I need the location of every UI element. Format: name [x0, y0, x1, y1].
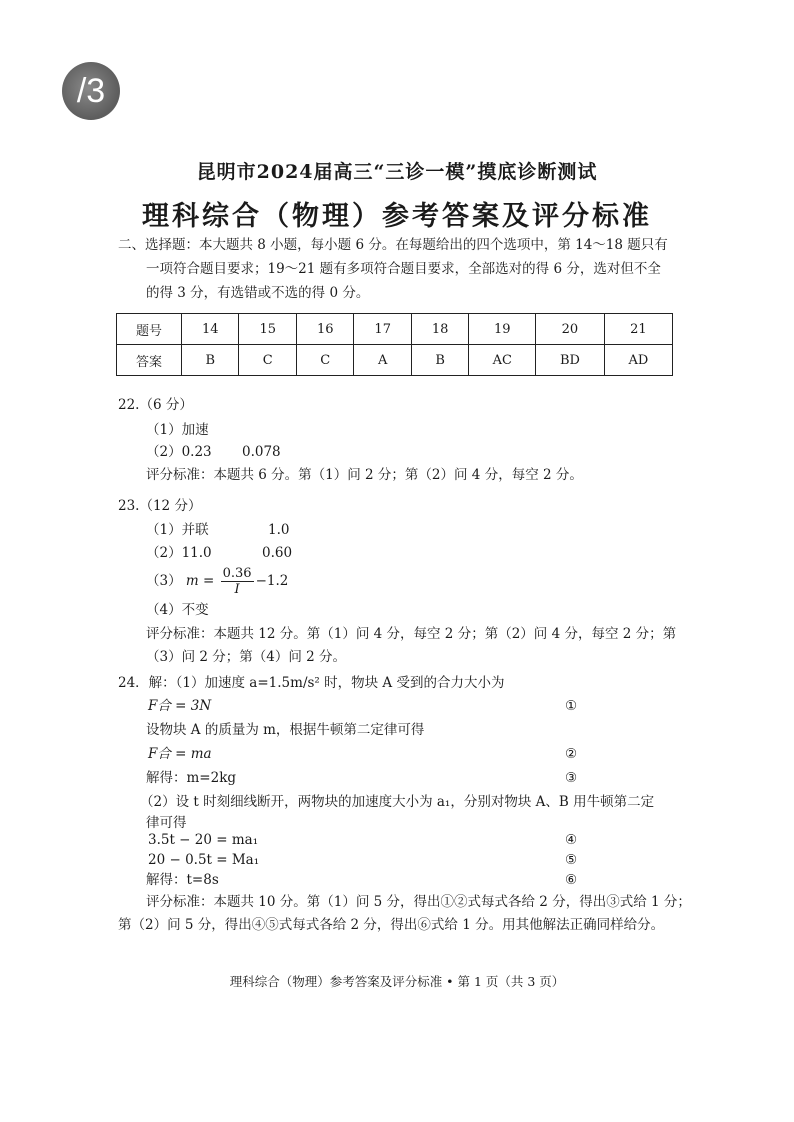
row-label: 题号 — [117, 314, 182, 345]
question-number-cell: 15 — [239, 314, 296, 345]
question-number-cell: 16 — [296, 314, 353, 345]
fraction-denominator: I — [234, 582, 240, 597]
answer-cell: B — [411, 345, 468, 376]
q23-part2-value: 0.60 — [262, 545, 293, 561]
answer-cell: C — [296, 345, 353, 376]
q23-part3-label: （3） — [146, 573, 182, 589]
q23-part4: （4）不变 — [146, 602, 209, 618]
answer-cell: B — [182, 345, 239, 376]
q24-eq5: 20 − 0.5t = Ma₁ — [148, 852, 260, 868]
answer-cell: C — [239, 345, 296, 376]
q24-eq3: 解得：m=2kg — [146, 770, 237, 786]
answer-table — [116, 313, 673, 376]
table-row-answers — [117, 345, 673, 376]
eq-marker: ⑤ — [565, 852, 578, 868]
q23-scoring-line2: （3）问 2 分；第（4）问 2 分。 — [146, 649, 347, 665]
fraction — [221, 566, 254, 597]
question-number-cell: 14 — [182, 314, 239, 345]
eq-marker: ① — [565, 698, 578, 714]
page-logo: /3 — [62, 62, 120, 120]
eq-marker: ⑥ — [565, 872, 578, 888]
q24-eq6: 解得：t=8s — [146, 872, 219, 888]
question-number-cell: 17 — [354, 314, 411, 345]
formula-variable: m — [185, 573, 199, 589]
q24-line5: 律可得 — [146, 815, 187, 831]
q23-heading: 23.（12 分） — [118, 498, 202, 514]
q22-scoring: 评分标准：本题共 6 分。第（1）问 2 分；第（2）问 4 分，每空 2 分。 — [146, 467, 583, 483]
q22-part2-value2: 0.078 — [242, 444, 281, 460]
fraction-numerator: 0.36 — [222, 566, 252, 581]
q24-line2: 设物块 A 的质量为 m，根据牛顿第二定律可得 — [146, 722, 425, 738]
page-footer: 理科综合（物理）参考答案及评分标准 • 第 1 页（共 3 页） — [229, 974, 565, 989]
eq-marker: ④ — [565, 832, 578, 848]
eq-marker: ② — [565, 746, 578, 762]
q24-eq1: F合 = 3N — [148, 698, 212, 714]
q24-line4: （2）设 t 时刻细线断开，两物块的加速度大小为 a₁，分别对物块 A、B 用牛顿第二定 — [140, 794, 655, 810]
section-instructions-line1: 二、选择题：本大题共 8 小题，每小题 6 分。在每题给出的四个选项中，第 14～18 题只有 — [118, 237, 668, 253]
answer-cell: AD — [604, 345, 672, 376]
q24-eq4: 3.5t − 20 = ma₁ — [148, 832, 259, 848]
q22-part1: （1）加速 — [146, 422, 209, 438]
q24-heading: 24．解：（1）加速度 a=1.5m/s² 时，物块 A 受到的合力大小为 — [118, 675, 505, 691]
document-title: 理科综合（物理）参考答案及评分标准 — [142, 201, 652, 232]
section-instructions-line2: 一项符合题目要求；19～21 题有多项符合题目要求，全部选对的得 6 分，选对但不全 — [146, 261, 661, 277]
formula-tail: −1.2 — [255, 573, 289, 589]
section-instructions-line3: 的得 3 分，有选错或不选的得 0 分。 — [146, 285, 370, 301]
q24-scoring-line2: 第（2）问 5 分，得出④⑤式每式各给 2 分，得出⑥式给 1 分。用其他解法正确同样给分。 — [118, 917, 665, 933]
q24-scoring-line1: 评分标准：本题共 10 分。第（1）问 5 分，得出①②式每式各给 2 分，得出③式给 1 分； — [146, 894, 691, 910]
q22-heading: 22.（6 分） — [118, 397, 193, 413]
exam-title: 昆明市2024届高三“三诊一模”摸底诊断测试 — [196, 161, 598, 183]
q23-part2: （2）11.0 — [146, 545, 212, 561]
question-number-cell: 18 — [411, 314, 468, 345]
q24-eq2: F合 = ma — [148, 746, 212, 762]
answer-cell: AC — [469, 345, 536, 376]
q23-part1: （1）并联 — [146, 522, 209, 538]
question-number-cell: 21 — [604, 314, 672, 345]
q23-part3: （3） m = $\frac{0.36}{I}$ −1.2 — [146, 566, 289, 597]
table-row-questions — [117, 314, 673, 345]
q22-part2: （2）0.23 — [146, 444, 212, 460]
question-number-cell: 20 — [536, 314, 605, 345]
answer-cell: BD — [536, 345, 605, 376]
question-number-cell: 19 — [469, 314, 536, 345]
q23-part1-value: 1.0 — [268, 522, 290, 538]
q23-scoring-line1: 评分标准：本题共 12 分。第（1）问 4 分，每空 2 分；第（2）问 4 分，每空 2 分；第 — [146, 626, 677, 642]
answer-cell: A — [354, 345, 411, 376]
eq-marker: ③ — [565, 770, 578, 786]
row-label: 答案 — [117, 345, 182, 376]
